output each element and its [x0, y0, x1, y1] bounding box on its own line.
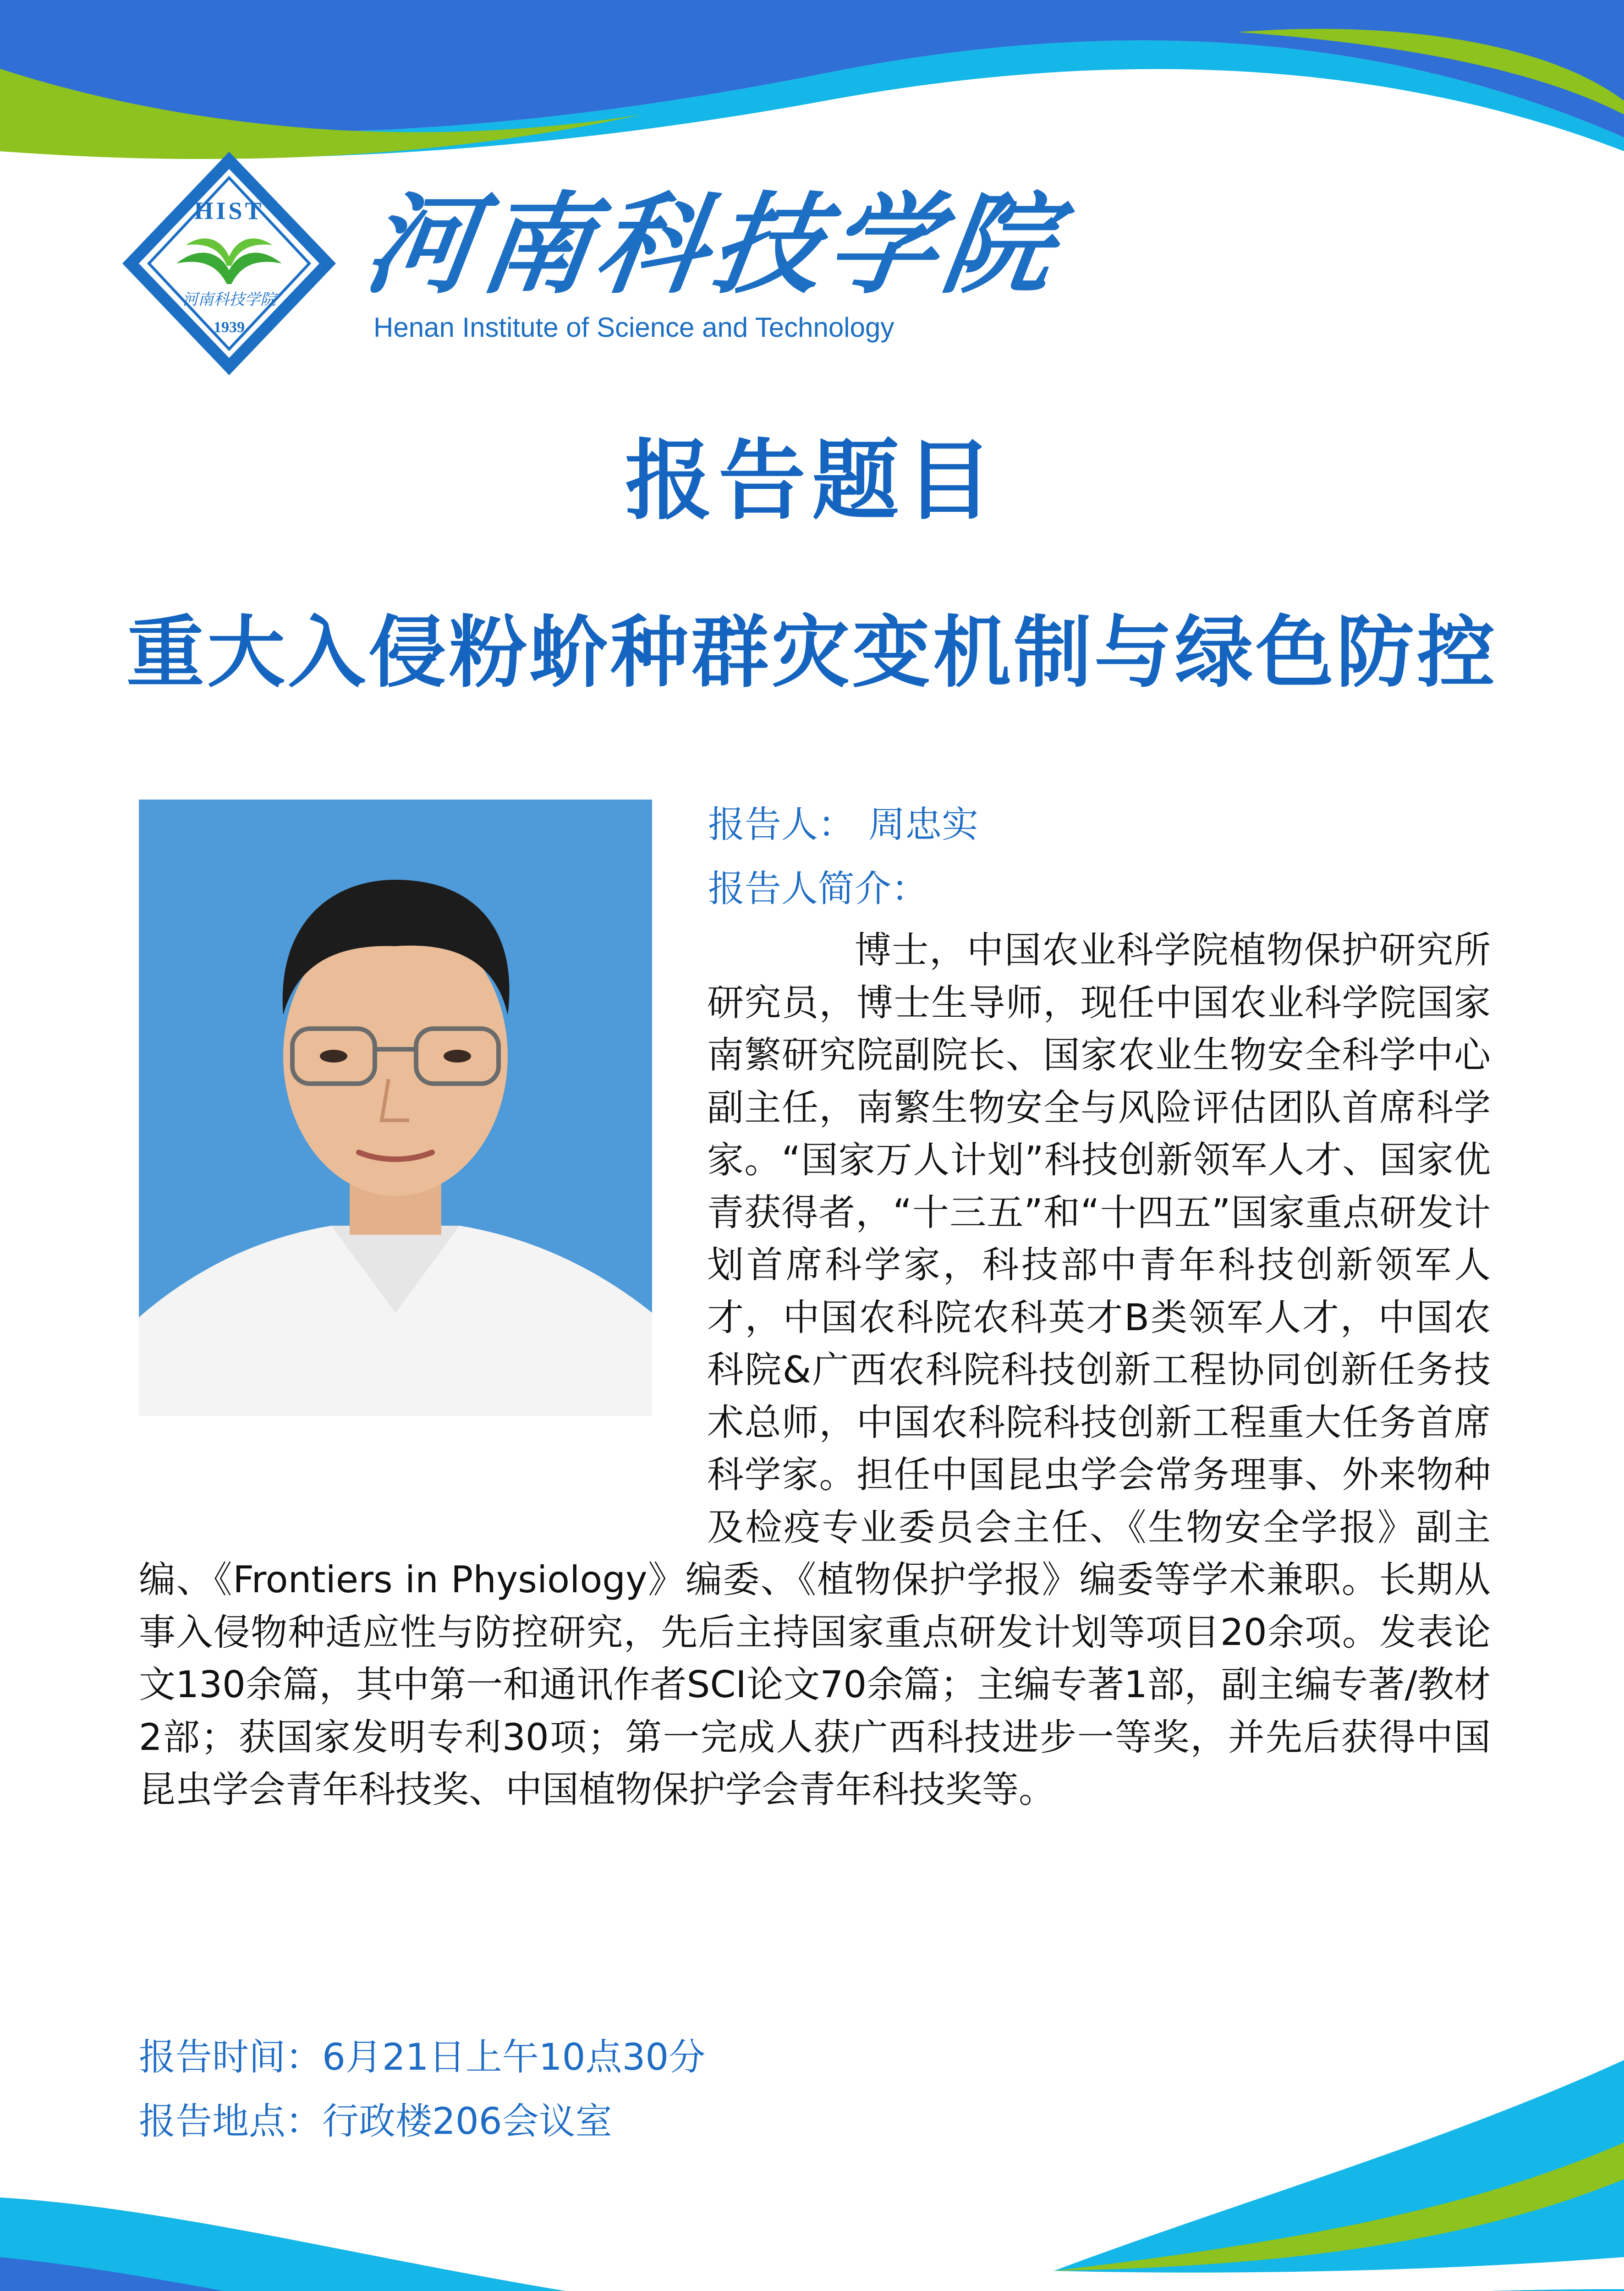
- report-time-label: 报告时间：: [139, 2036, 322, 2078]
- report-time-line: [139, 2034, 705, 2080]
- report-place-label: 报告地点：: [139, 2100, 322, 2143]
- speaker-intro-label: 报告人简介：: [708, 867, 928, 910]
- speaker-name-line: [708, 802, 978, 848]
- svg-text:1939: 1939: [214, 319, 245, 336]
- speaker-name: 周忠实: [868, 803, 978, 846]
- speaker-name-label: 报告人：: [708, 803, 855, 846]
- logo-name-english: Henan Institute of Science and Technology: [373, 312, 894, 343]
- report-title-label: 报告题目: [625, 430, 999, 532]
- report-place: 行政楼206会议室: [322, 2100, 612, 2143]
- report-title: 重大入侵粉蚧种群灾变机制与绿色防控: [126, 608, 1498, 698]
- report-place-line: [139, 2099, 612, 2144]
- svg-text:河南科技学院: 河南科技学院: [182, 290, 276, 309]
- bottom-wave-decoration: [0, 2060, 1624, 2291]
- logo-name-chinese: 河南科技学院: [357, 181, 1069, 309]
- speaker-bio-paragraph: [139, 924, 1491, 1816]
- hist-logo-emblem: [121, 151, 337, 376]
- report-time: 6月21日上午10点30分: [322, 2036, 706, 2078]
- svg-text:HIST: HIST: [194, 197, 264, 225]
- speaker-bio-text: 博士，中国农业科学院植物保护研究所研究员，博士生导师，现任中国农业科学院国家南繁研究院副院长、国家农业生物安全科学中心副主任，南繁生物安全与风险评估团队首席科学家。“国家万人计划”科技创新领军人才、国家优青获得者，“十三五”和“十四五”国家重点研发计划首席科学家，科技部中青年科技创新领军人才，中国农科院农科英才B类领军人才，中国农科院&广西农科院科技创新工程协同创新任务技术总师，中国农科院科技创新工程重大任务首席科学家。担任中国昆虫学会常务理事、外来物种及检疫专业委员会主任、《生物安全学报》副主编、《Frontiers in Physiology》编委、《植物保护学报》编委等学术兼职。长期从事入侵物种适应性与防控研究，先后主持国家重点研发计划等项目20余项。发表论文130余篇，其中第一和通讯作者SCI论文70余篇；主编专著1部，副主编专著/教材2部；获国家发明专利30项；第一完成人获广西科技进步一等奖，并先后获得中国昆虫学会青年科技奖、中国植物保护学会青年科技奖等。: [139, 929, 1491, 1811]
